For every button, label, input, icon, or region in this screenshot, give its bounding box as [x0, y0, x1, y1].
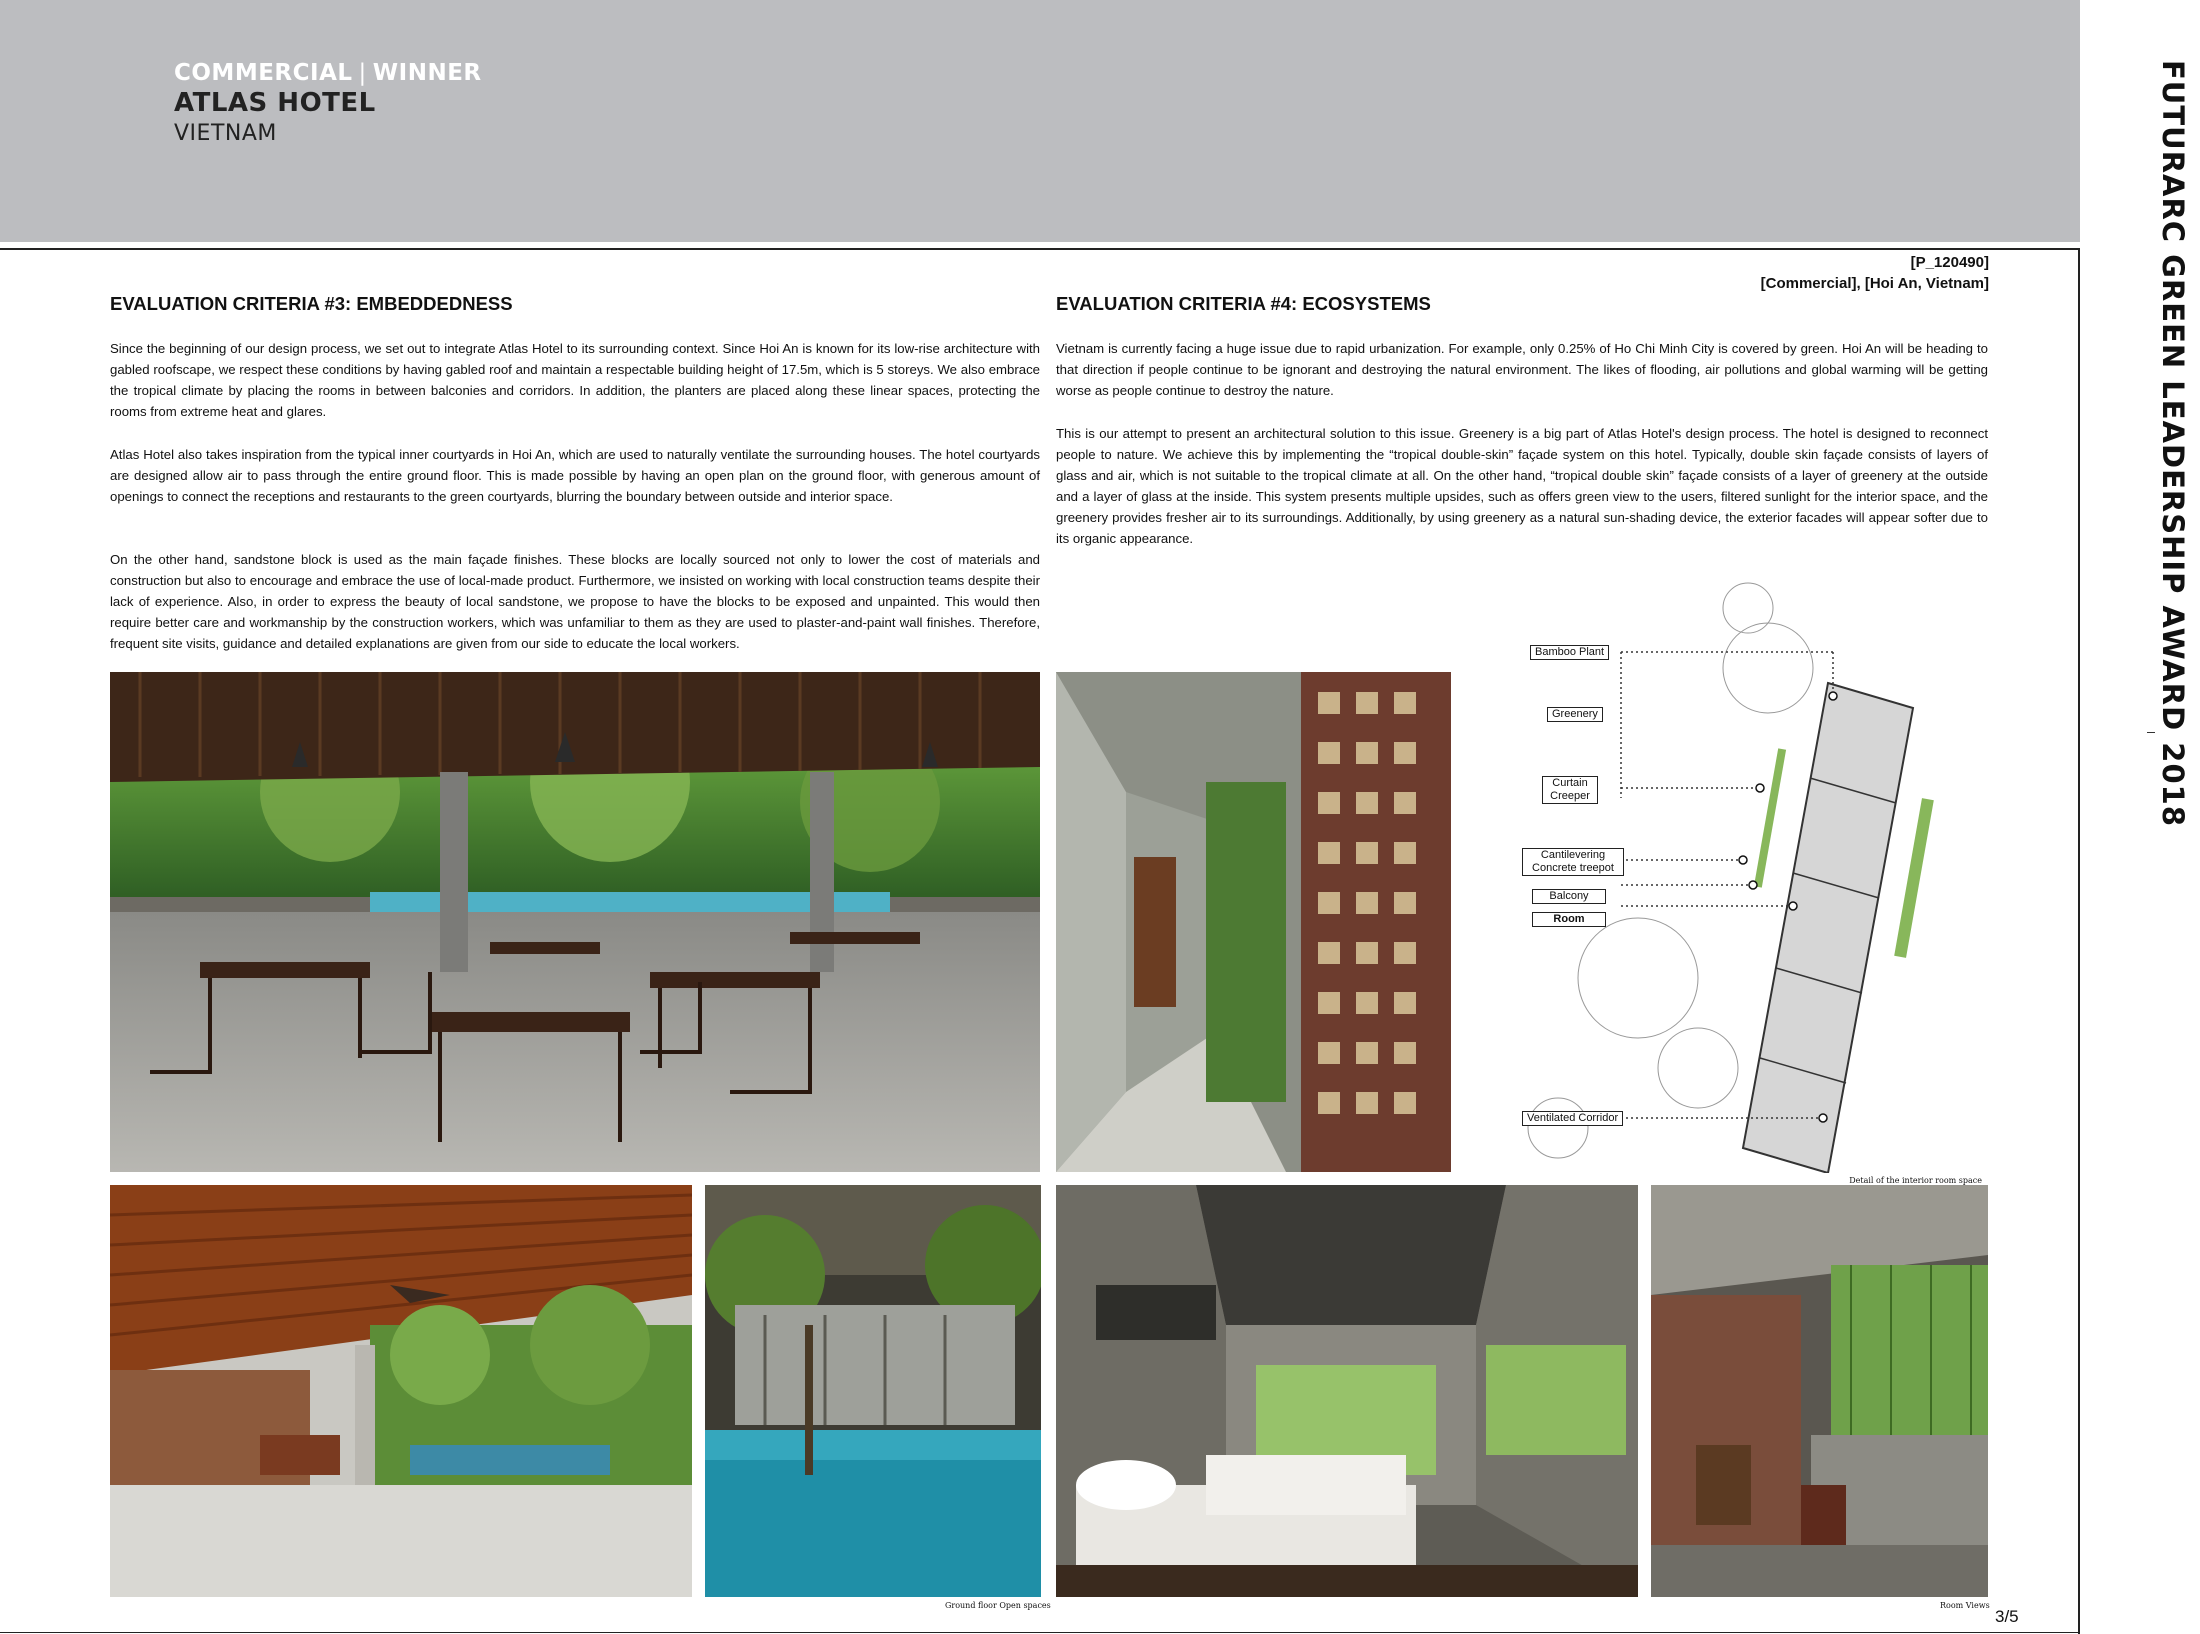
- criteria4-title: EVALUATION CRITERIA #4: ECOSYSTEMS: [1056, 293, 1431, 314]
- project-id: [P_120490]: [1910, 254, 1989, 271]
- criteria3-title: EVALUATION CRITERIA #3: EMBEDDEDNESS: [110, 293, 513, 314]
- lobby-photo: [110, 1185, 692, 1597]
- bedroom-photo: [1056, 1185, 1638, 1597]
- project-reference: [1761, 252, 1989, 294]
- diagram-label-concrete-treepot: Cantilevering Concrete treepot: [1522, 848, 1624, 876]
- diagram-label-greenery: Greenery: [1547, 707, 1603, 722]
- corridor-photo: [1056, 672, 1451, 1172]
- room-views-caption: Room Views: [1940, 1601, 1990, 1610]
- award-label: WINNER: [372, 60, 482, 86]
- criteria4-paragraph-1: Vietnam is currently facing a huge issue due to rapid urbanization. For example, only 0.25% of Ho Chi Minh City is covered by green. Hoi An will be heading to that direction if people continue to be ignorant and destroying the natural environment. The likes of flooding, air pollutions and global warming will be getting worse as people continue to destroy the nature.: [1056, 341, 1988, 398]
- diagram-label-ventilated-corridor: Ventilated Corridor: [1522, 1111, 1623, 1126]
- criteria3-paragraph-3: On the other hand, sandstone block is used as the main façade finishes. These blocks are locally sourced not only to lower the cost of materials and construction but also to encourage and embrace the use of local-made product. Furthermore, we insisted on working with local construction teams despite their lack of experience. Also, in order to express the beauty of local sandstone, we propose to have the blocks to be exposed and unpainted. This would then require better care and workmanship by the construction workers, which was unfamiliar to them as they are used to plaster-and-paint wall finishes. Therefore, frequent site visits, guidance and detailed explanations are given from our side to educate the local workers.: [110, 552, 1040, 651]
- award-sidebar-title: FUTURARC GREEN LEADERSHIP AWARD 2018: [2156, 60, 2190, 828]
- project-country: VIETNAM: [174, 121, 277, 146]
- diagram-caption: Detail of the interior room space: [1849, 1176, 1982, 1185]
- pool-photo: [705, 1185, 1041, 1597]
- diagram-label-room: Room: [1532, 912, 1606, 927]
- criteria3-paragraph-2: Atlas Hotel also takes inspiration from the typical inner courtyards in Hoi An, which are used to naturally ventilate the surrounding houses. The hotel courtyards are designed allow air to pass through the entire ground floor. This is made possible by having an open plan on the ground floor, with generous amount of openings to connect the receptions and restaurants to the green courtyards, blurring the boundary between outside and interior space.: [110, 447, 1040, 504]
- bedroom-photo-art: [1056, 1185, 1638, 1597]
- category-label: COMMERCIAL: [174, 60, 353, 86]
- diagram-label-curtain-creeper: Curtain Creeper: [1542, 776, 1598, 804]
- diagram-label-bamboo-plant: Bamboo Plant: [1530, 645, 1609, 660]
- category-separator: |: [358, 60, 367, 86]
- diagram-label-balcony: Balcony: [1532, 889, 1606, 904]
- header-band: [0, 0, 2080, 242]
- criteria3-paragraph-1: Since the beginning of our design process, we set out to integrate Atlas Hotel to its surrounding context. Since Hoi An is known for its low-rise architecture with gabled roofscape, we respect these conditions by having gabled roof and maintain a respectable building height of 17.5m, which is 5 storeys. We also embrace the tropical climate by placing the rooms in between balconies and corridors. In addition, the planters are placed along these linear spaces, protecting the rooms from extreme heat and glares.: [110, 341, 1040, 419]
- balcony-photo-art: [1651, 1185, 1988, 1597]
- corridor-photo-art: [1056, 672, 1451, 1172]
- project-meta: [Commercial], [Hoi An, Vietnam]: [1760, 275, 1989, 292]
- project-title: ATLAS HOTEL: [174, 88, 376, 118]
- lobby-photo-art: [110, 1185, 692, 1597]
- restaurant-photo-art: [110, 672, 1040, 1172]
- balcony-photo: [1651, 1185, 1988, 1597]
- restaurant-photo: [110, 672, 1040, 1172]
- page-number: 3/5: [1995, 1607, 2019, 1626]
- ground-floor-caption: Ground floor Open spaces: [945, 1601, 1051, 1610]
- criteria4-paragraph-2: This is our attempt to present an architectural solution to this issue. Greenery is a big part of Atlas Hotel's design process. The hotel is designed to reconnect people to nature. We achieve this by implementing the “tropical double-skin” façade system on this hotel. Typically, double skin façade consists of layers of glass and air, which is not suitable to the tropical climate at all. On the other hand, “tropical double skin” façade consists of a layer of greenery at the outside and a layer of glass at the inside. This system presents multiple upsides, such as offers green view to the users, filtered sunlight for the interior space, and the greenery provides fresher air to its surroundings. Additionally, by using greenery as a natural sun-shading device, the exterior facades will appear softer due to its organic appearance.: [1056, 426, 1988, 546]
- sidebar-tick: [2147, 732, 2155, 733]
- category-line: [174, 60, 482, 86]
- pool-photo-art: [705, 1185, 1041, 1597]
- room-plan-diagram: [1498, 548, 1988, 1185]
